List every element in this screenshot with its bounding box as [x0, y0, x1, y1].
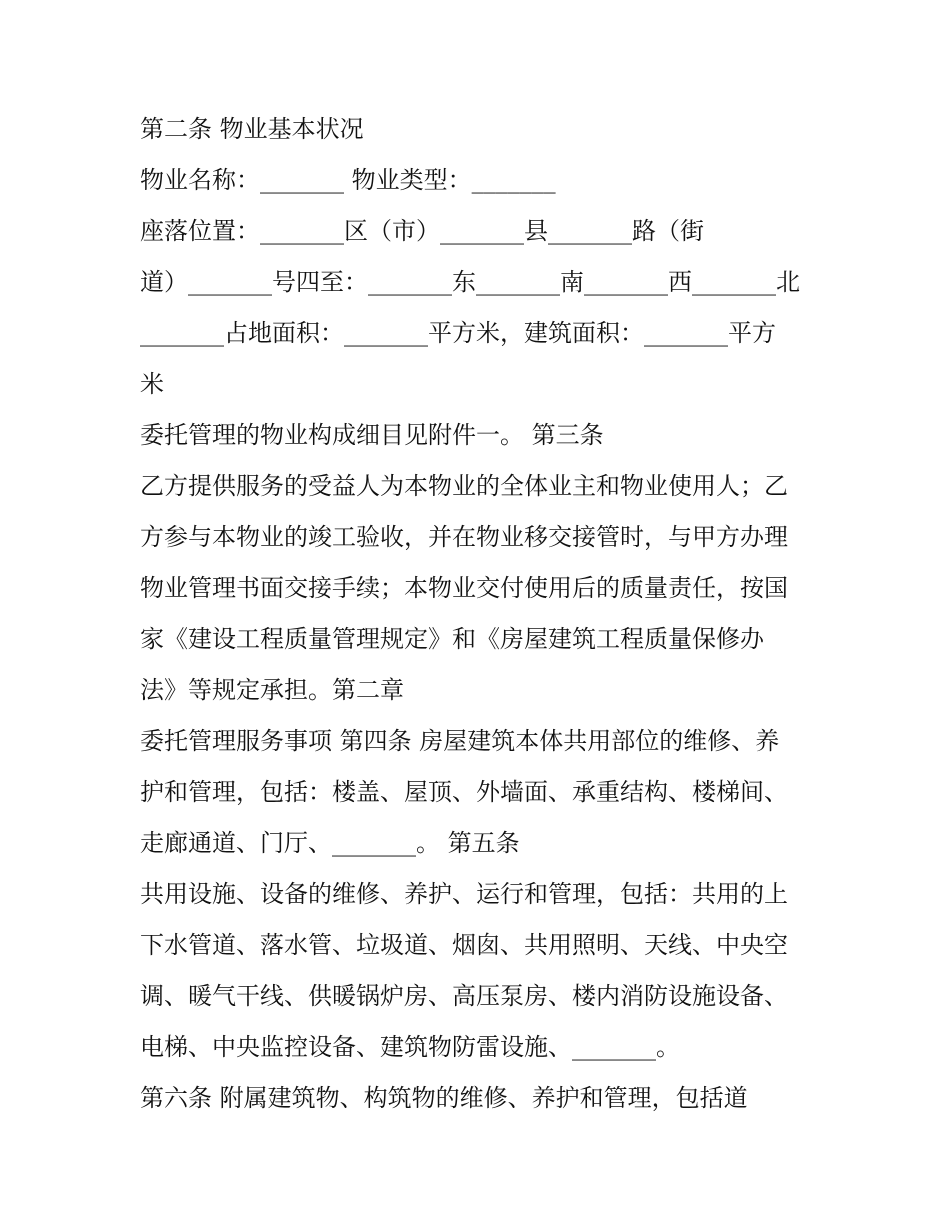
text-line: 护和管理，包括：楼盖、屋顶、外墙面、承重结构、楼梯间、 [140, 778, 788, 806]
text-line: 物业管理书面交接手续；本物业交付使用后的质量责任，按国 [140, 574, 788, 602]
text-line: 调、暖气干线、供暖锅炉房、高压泵房、楼内消防设施设备、 [140, 982, 788, 1010]
text-line: 乙方提供服务的受益人为本物业的全体业主和物业使用人；乙 [140, 472, 788, 500]
text-line: 米 [140, 370, 164, 398]
section-heading-article-2: 第二条 物业基本状况 [140, 115, 364, 143]
text-line: 家《建设工程质量管理规定》和《房屋建筑工程质量保修办 [140, 625, 764, 653]
text-line: 下水管道、落水管、垃圾道、烟囱、共用照明、天线、中央空 [140, 931, 788, 959]
text-line: 第六条 附属建筑物、构筑物的维修、养护和管理，包括道 [140, 1084, 748, 1112]
text-line: 走廊通道、门厅、_______。 第五条 [140, 829, 520, 857]
text-line: 法》等规定承担。第二章 [140, 676, 404, 704]
text-line: 委托管理服务事项 第四条 房屋建筑本体共用部位的维修、养 [140, 727, 780, 755]
text-line: 共用设施、设备的维修、养护、运行和管理，包括：共用的上 [140, 880, 788, 908]
text-line: 道）_______号四至：_______东_______南_______西_______北 [140, 268, 800, 296]
text-line: 电梯、中央监控设备、建筑物防雷设施、_______。 [140, 1033, 680, 1061]
text-line: 方参与本物业的竣工验收，并在物业移交接管时，与甲方办理 [140, 523, 788, 551]
text-line: _______占地面积：_______平方米，建筑面积：_______平方 [140, 319, 776, 347]
text-line: 委托管理的物业构成细目见附件一。 第三条 [140, 421, 604, 449]
document-body [140, 108, 820, 1128]
text-line: 物业名称：_______ 物业类型：_______ [140, 166, 556, 194]
text-line: 座落位置：_______区（市）_______县_______路（街 [140, 217, 704, 245]
